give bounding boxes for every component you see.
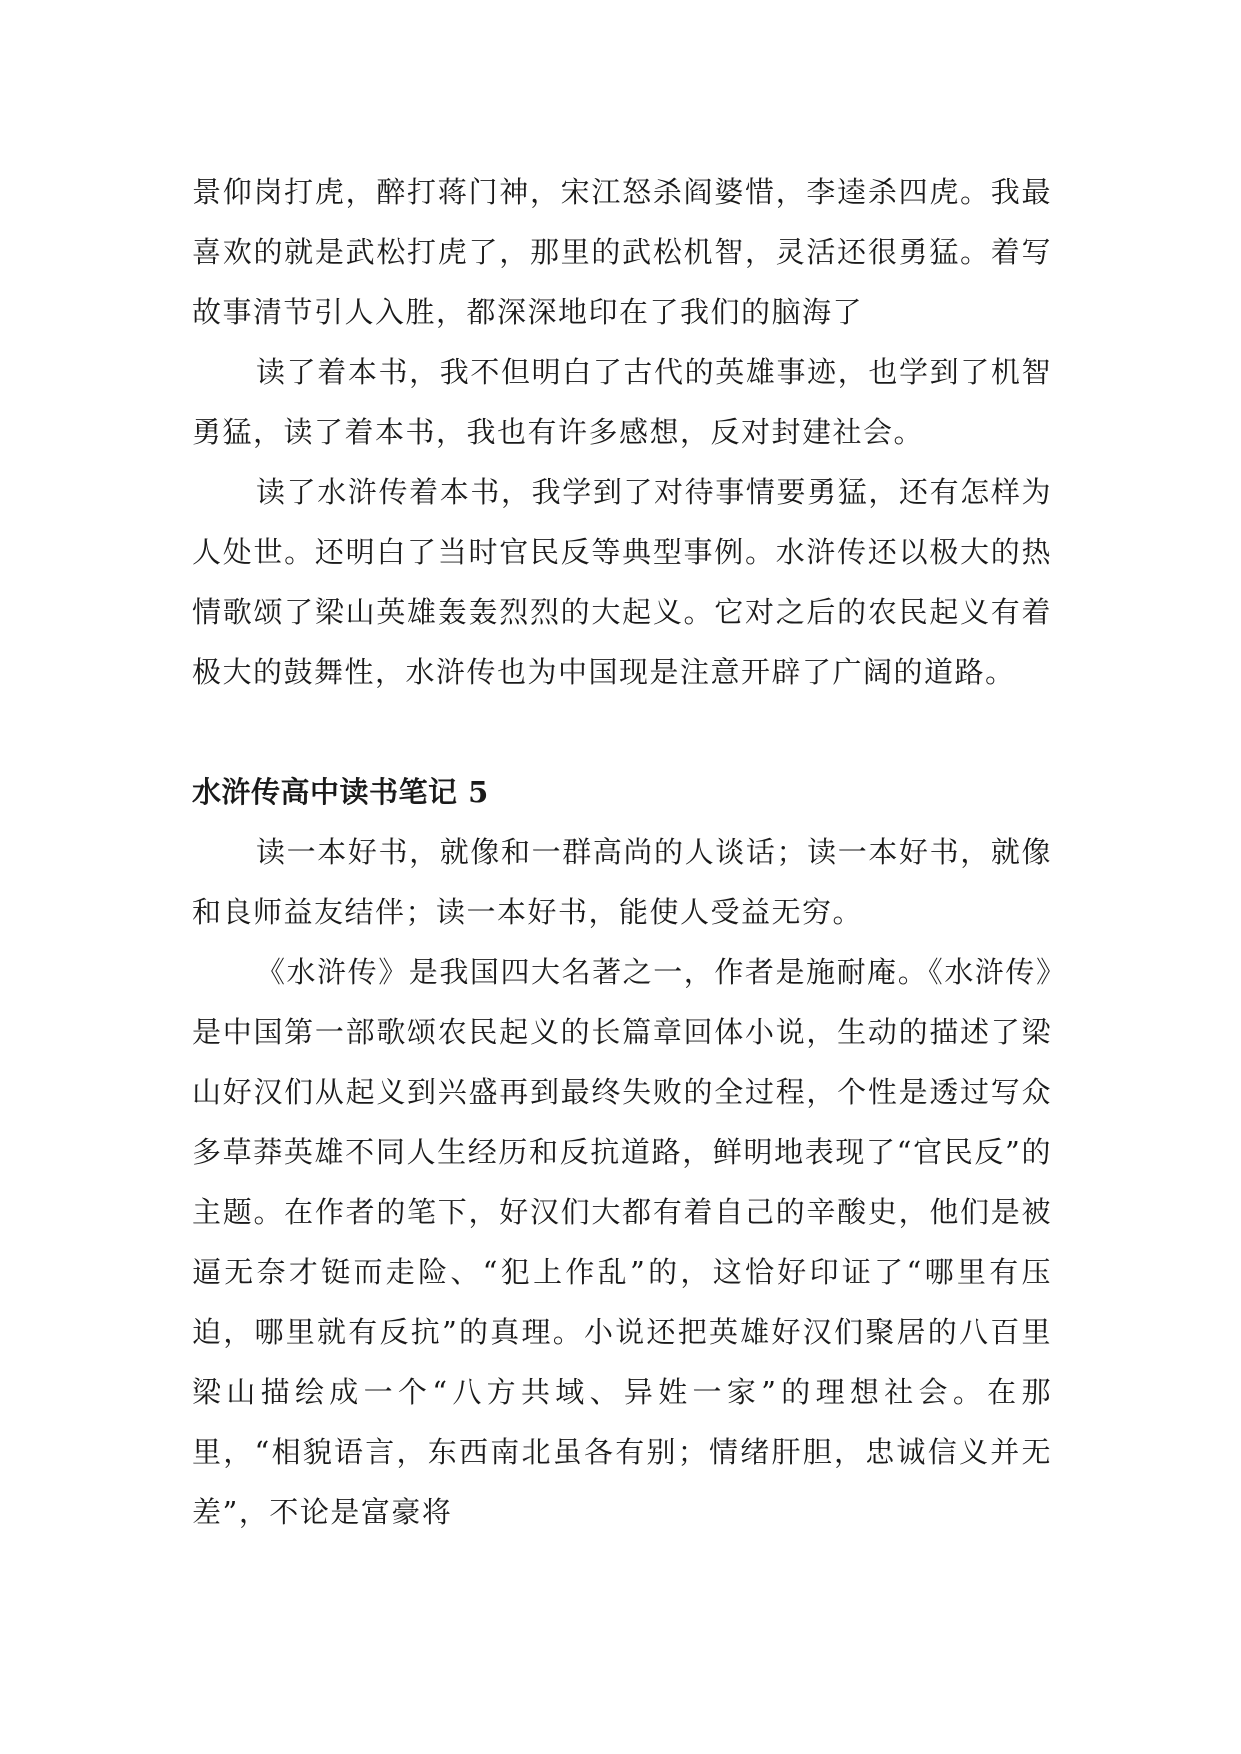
paragraph: 读一本好书，就像和一群高尚的人谈话；读一本好书，就像和良师益友结伴；读一本好书，能使人受益无穷。 xyxy=(192,835,1052,929)
paragraph: 读了着本书，我不但明白了古代的英雄事迹，也学到了机智勇猛，读了着本书，我也有许多感想，反对封建社会。 xyxy=(192,355,1052,449)
paragraph-continued: 景仰岗打虎，醉打蒋门神，宋江怒杀阎婆惜，李逵杀四虎。我最喜欢的就是武松打虎了，那里的武松机智，灵活还很勇猛。着写故事清节引人入胜，都深深地印在了我们的脑海了 xyxy=(192,175,1052,329)
paragraph: 读了水浒传着本书，我学到了对待事情要勇猛，还有怎样为人处世。还明白了当时官民反等典型事例。水浒传还以极大的热情歌颂了梁山英雄轰轰烈烈的大起义。它对之后的农民起义有着极大的鼓舞性，水浒传也为中国现是注意开辟了广阔的道路。 xyxy=(192,475,1052,689)
document-body xyxy=(192,162,1052,1542)
paragraph: 《水浒传》是我国四大名著之一，作者是施耐庵。《水浒传》是中国第一部歌颂农民起义的长篇章回体小说，生动的描述了梁山好汉们从起义到兴盛再到最终失败的全过程，个性是透过写众多草莽英雄不同人生经历和反抗道路，鲜明地表现了“官民反”的主题。在作者的笔下，好汉们大都有着自己的辛酸史，他们是被逼无奈才铤而走险、“犯上作乱”的，这恰好印证了“哪里有压迫，哪里就有反抗”的真理。小说还把英雄好汉们聚居的八百里梁山描绘成一个“八方共域、异姓一家”的理想社会。在那里，“相貌语言，东西南北虽各有别；情绪肝胆，忠诚信义并无差”，不论是富豪将 xyxy=(192,955,1052,1529)
section-title: 水浒传高中读书笔记 5 xyxy=(192,775,489,809)
